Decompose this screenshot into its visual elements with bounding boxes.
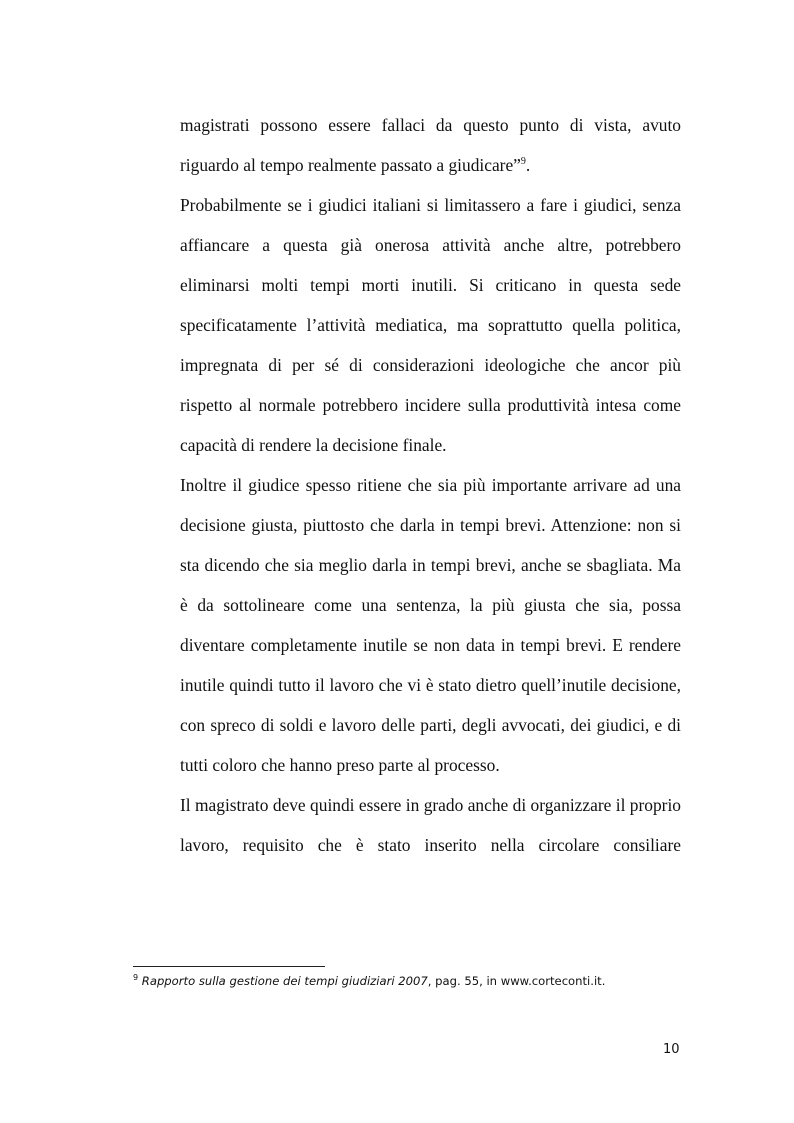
- body-line: lavoro, requisito che è stato inserito nella circolare consiliare: [180, 835, 681, 855]
- body-line: Inoltre il giudice spesso ritiene che sia più importante arrivare ad una: [180, 475, 681, 495]
- body-line: inutile quindi tutto il lavoro che vi è stato dietro quell’inutile decisione,: [180, 675, 681, 695]
- footnote-number: 9: [133, 973, 139, 983]
- body-line-end: .: [525, 155, 531, 175]
- footnote: [133, 973, 605, 989]
- body-line: decisione giusta, piuttosto che darla in tempi brevi. Attenzione: non si: [180, 515, 681, 535]
- body-line: eliminarsi molti tempi morti inutili. Si criticano in questa sede: [180, 275, 681, 295]
- body-line: diventare completamente inutile se non data in tempi brevi. E rendere: [180, 635, 681, 655]
- footnote-separator: [133, 966, 325, 967]
- body-line: è da sottolineare come una sentenza, la più giusta che sia, possa: [180, 595, 681, 615]
- page-number: 10: [663, 1042, 680, 1057]
- body-line: affiancare a questa già onerosa attività anche altre, potrebbero: [180, 235, 681, 255]
- body-line: tutti coloro che hanno preso parte al processo.: [180, 755, 500, 775]
- body-line: impregnata di per sé di considerazioni ideologiche che ancor più: [180, 355, 681, 375]
- body-line: capacità di rendere la decisione finale.: [180, 435, 447, 455]
- footnote-reference[interactable]: 9: [520, 156, 526, 168]
- body-line: specificatamente l’attività mediatica, ma soprattutto quella politica,: [180, 315, 681, 335]
- body-line: rispetto al normale potrebbero incidere sulla produttività intesa come: [180, 395, 681, 415]
- body-line: Probabilmente se i giudici italiani si limitassero a fare i giudici, senza: [180, 195, 681, 215]
- footnote-text: , pag. 55, in www.corteconti.it.: [427, 974, 606, 988]
- footnote-title: Rapporto sulla gestione dei tempi giudiziari 2007: [141, 974, 428, 988]
- body-line: Il magistrato deve quindi essere in grado anche di organizzare il proprio: [180, 795, 681, 815]
- body-line-text: riguardo al tempo realmente passato a giudicare”: [180, 155, 521, 175]
- body-line: [180, 154, 681, 176]
- body-line: con spreco di soldi e lavoro delle parti, degli avvocati, dei giudici, e di: [180, 715, 681, 735]
- body-line: sta dicendo che sia meglio darla in tempi brevi, anche se sbagliata. Ma: [180, 555, 681, 575]
- body-line: magistrati possono essere fallaci da questo punto di vista, avuto: [180, 115, 681, 135]
